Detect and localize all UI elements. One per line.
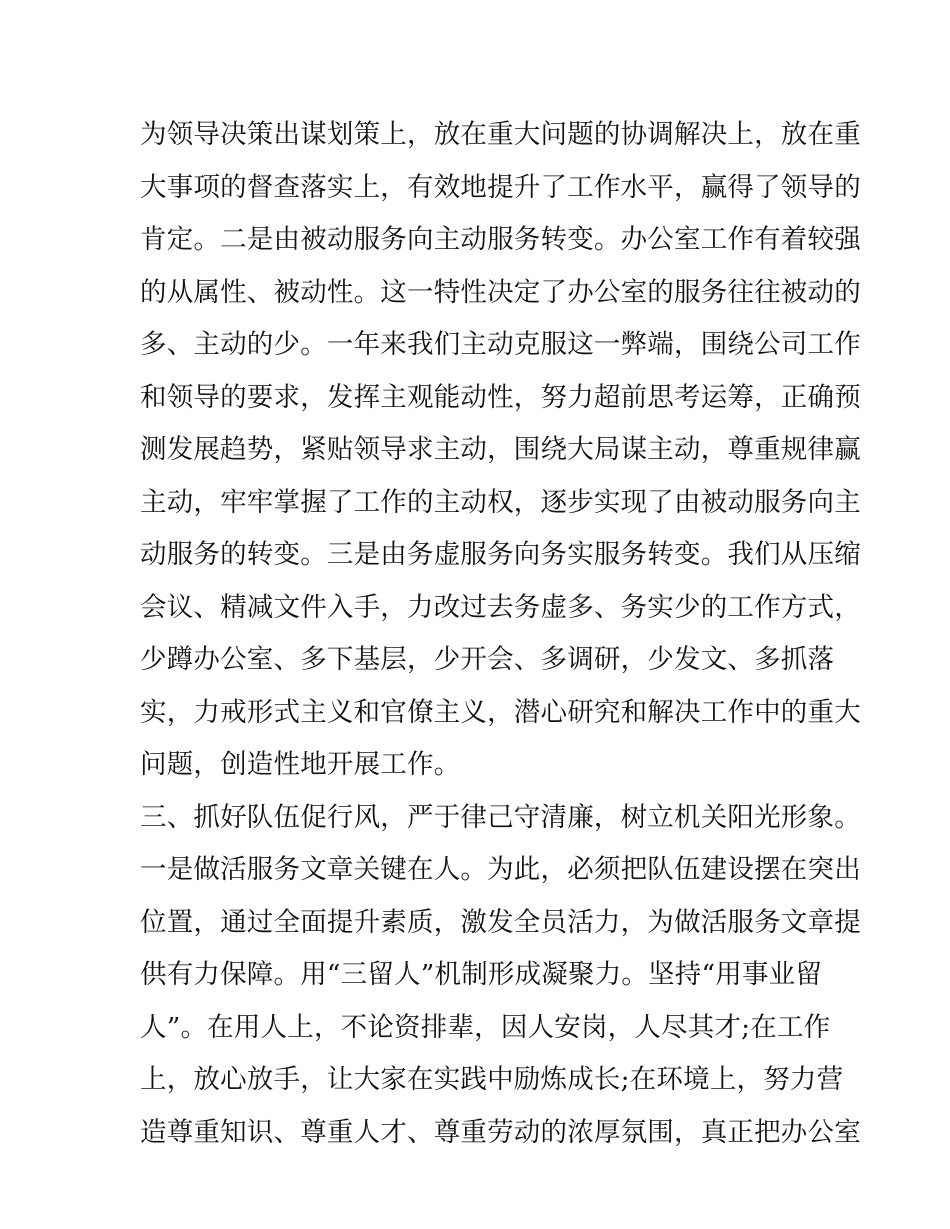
text-line: 大事项的督查落实上，有效地提升了工作水平，赢得了领导的 xyxy=(140,171,861,203)
text-line: 问题，创造性地开展工作。 xyxy=(140,749,461,780)
text-line: 造尊重知识、尊重人才、尊重劳动的浓厚氛围，真正把办公室 xyxy=(140,1116,861,1148)
text-line: 上，放心放手，让大家在实践中励炼成长;在环境上，努力营 xyxy=(140,1064,844,1095)
body-text xyxy=(140,109,861,1159)
text-line: 主动，牢牢掌握了工作的主动权，逐步实现了由被动服务向主 xyxy=(140,486,861,518)
text-line: 测发展趋势，紧贴领导求主动，围绕大局谋主动，尊重规律赢 xyxy=(140,434,861,465)
text-line: 会议、精减文件入手，力改过去务虚多、务实少的工作方式， xyxy=(140,591,861,623)
text-line: 人”。在用人上，不论资排辈，因人安岗，人尽其才;在工作 xyxy=(140,1011,831,1043)
text-line: 位置，通过全面提升素质，激发全员活力，为做活服务文章提 xyxy=(140,906,861,938)
text-line: 和领导的要求，发挥主观能动性，努力超前思考运筹，正确预 xyxy=(140,381,861,413)
text-line: 肯定。二是由被动服务向主动服务转变。办公室工作有着较强 xyxy=(140,224,861,255)
text-line: 实，力戒形式主义和官僚主义，潜心研究和解决工作中的重大 xyxy=(140,696,861,728)
text-line: 的从属性、被动性。这一特性决定了办公室的服务往往被动的 xyxy=(140,276,861,308)
section-heading: 三、抓好队伍促行风，严于律己守清廉，树立机关阳光形象。 xyxy=(140,801,861,833)
text-line: 供有力保障。用“三留人”机制形成凝聚力。坚持“用事业留 xyxy=(140,959,823,990)
text-line: 多、主动的少。一年来我们主动克服这一弊端，围绕公司工作 xyxy=(140,329,861,360)
text-line: 动服务的转变。三是由务虚服务向务实服务转变。我们从压缩 xyxy=(140,539,861,570)
text-line: 为领导决策出谋划策上，放在重大问题的协调解决上，放在重 xyxy=(140,119,861,150)
text-line: 一是做活服务文章关键在人。为此，必须把队伍建设摆在突出 xyxy=(140,854,861,885)
text-line: 少蹲办公室、多下基层，少开会、多调研，少发文、多抓落 xyxy=(140,644,835,675)
